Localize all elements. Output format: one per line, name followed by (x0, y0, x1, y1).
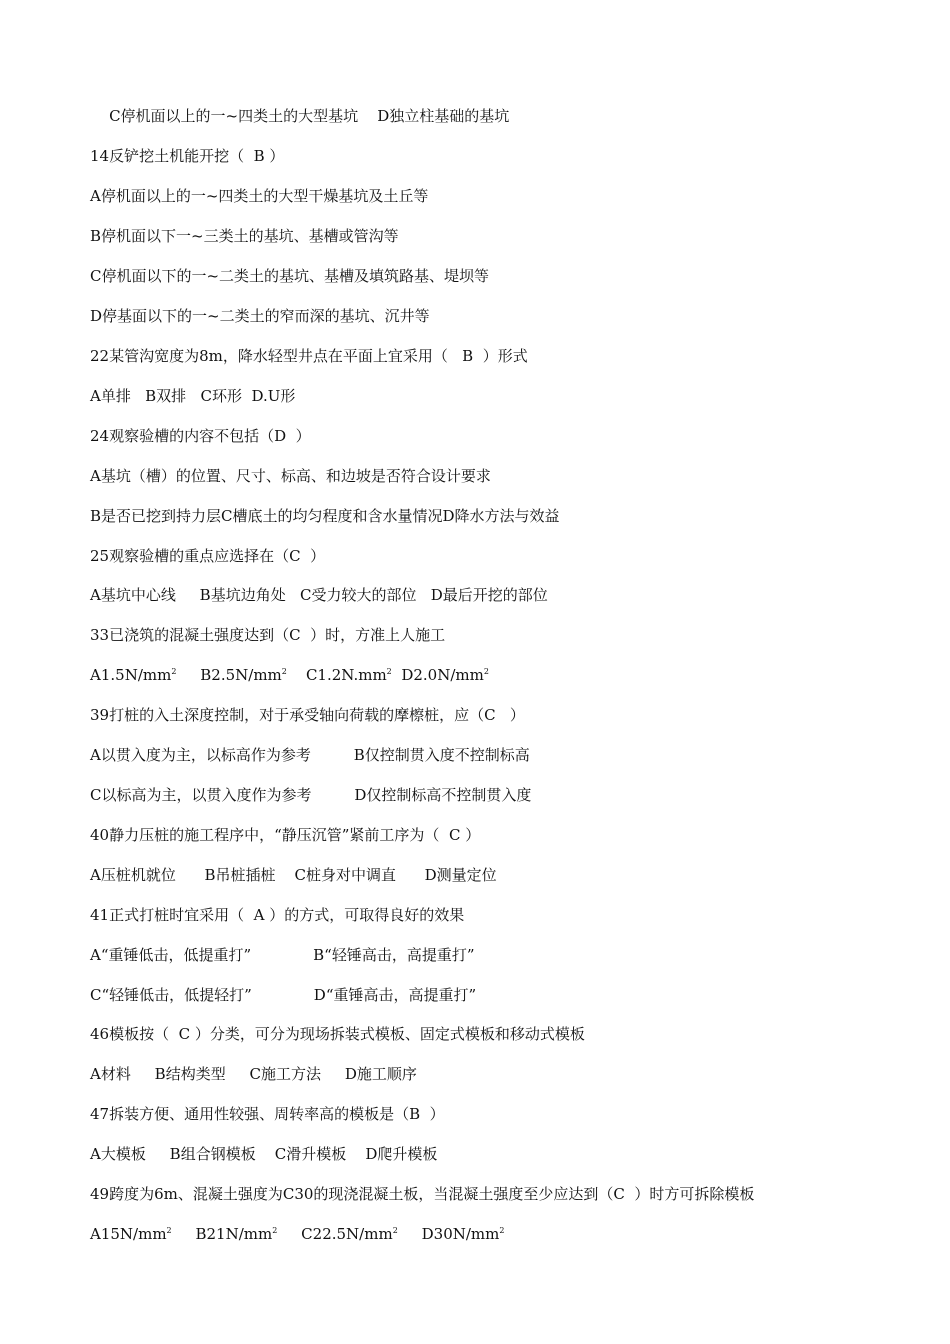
option-d: $D2.0N/mm^2$ (401, 666, 489, 684)
question-25: 25观察验槽的重点应选择在（C ） (90, 547, 326, 565)
option-line: A压桩机就位 B吊桩插桩 C桩身对中调直 D测量定位 (90, 866, 497, 884)
question-40: 40静力压桩的施工程序中，“静压沉管”紧前工序为（ C ） (90, 826, 481, 844)
text-line: C停机面以上的一~四类土的大型基坑 D独立柱基础的基坑 (90, 107, 510, 125)
option-line: D停基面以下的一~二类土的窄而深的基坑、沉井等 (90, 307, 430, 325)
option-c: $C1.2N.mm^2$ (305, 666, 392, 684)
option-d: $D30N/mm^2$ (421, 1225, 505, 1243)
option-line-units (90, 1222, 504, 1246)
question-22: 22某管沟宽度为8m，降水轻型井点在平面上宜采用（ B ）形式 (90, 347, 528, 365)
option-line: A以贯入度为主，以标高作为参考 B仅控制贯入度不控制标高 (90, 746, 530, 764)
option-line: C以标高为主，以贯入度作为参考 D仅控制标高不控制贯入度 (90, 786, 532, 804)
option-b: $B2.5N/mm^2$ (200, 666, 287, 684)
option-line: A大模板 B组合钢模板 C滑升模板 D爬升模板 (90, 1145, 438, 1163)
option-line: A单排 B双排 C环形 D.U形 (90, 387, 296, 405)
question-47: 47拆装方便、通用性较强、周转率高的模板是（B ） (90, 1105, 445, 1123)
option-line-units (90, 663, 489, 687)
option-line: B是否已挖到持力层C槽底土的均匀程度和含水量情况D降水方法与效益 (90, 507, 560, 525)
question-46: 46模板按（ C ）分类，可分为现场拆装式模板、固定式模板和移动式模板 (90, 1025, 585, 1043)
question-49: 49跨度为6m、混凝土强度为C30的现浇混凝土板，当混凝土强度至少应达到（C ）时方可拆除模板 (90, 1185, 755, 1203)
option-line: C“轻锤低击，低提轻打” D“重锤高击，高提重打” (90, 986, 477, 1004)
option-a: $A1.5N/mm^2$ (90, 666, 177, 684)
question-33: 33已浇筑的混凝土强度达到（C ）时，方准上人施工 (90, 626, 446, 644)
option-line: A基坑中心线 B基坑边角处 C受力较大的部位 D最后开挖的部位 (90, 586, 548, 604)
option-line: A停机面以上的一~四类土的大型干燥基坑及土丘等 (90, 187, 429, 205)
option-b: $B21N/mm^2$ (195, 1225, 278, 1243)
option-line: B停机面以下一~三类土的基坑、基槽或管沟等 (90, 227, 399, 245)
option-line: A“重锤低击，低提重打” B“轻锤高击，高提重打” (90, 946, 475, 964)
question-39: 39打桩的入土深度控制，对于承受轴向荷载的摩檫桩，应（C ） (90, 706, 525, 724)
question-24: 24观察验槽的内容不包括（D ） (90, 427, 311, 445)
option-line: A基坑（槽）的位置、尺寸、标高、和边坡是否符合设计要求 (90, 467, 491, 485)
option-c: $C22.5N/mm^2$ (301, 1225, 398, 1243)
option-line: A材料 B结构类型 C施工方法 D施工顺序 (90, 1065, 417, 1083)
question-41: 41正式打桩时宜采用（ A ）的方式，可取得良好的效果 (90, 906, 465, 924)
option-line: C停机面以下的一~二类土的基坑、基槽及填筑路基、堤坝等 (90, 267, 490, 285)
option-a: $A15N/mm^2$ (90, 1225, 172, 1243)
question-14: 14反铲挖土机能开挖（ B ） (90, 147, 285, 165)
